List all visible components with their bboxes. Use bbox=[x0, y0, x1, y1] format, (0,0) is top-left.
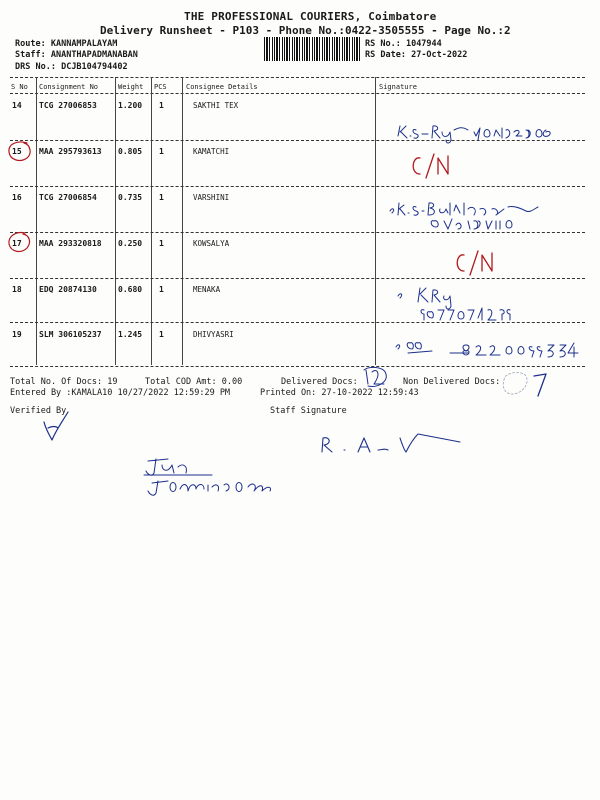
col-header-sno: S No bbox=[11, 83, 28, 91]
row-consignee: KOWSALYA bbox=[193, 239, 230, 248]
row-sno: 17 bbox=[12, 239, 22, 248]
verified-by-label: Verified By bbox=[10, 406, 67, 416]
row-pcs: 1 bbox=[159, 239, 164, 248]
row-sno: 15 bbox=[12, 147, 22, 156]
route-label: Route: bbox=[15, 39, 46, 49]
row-weight: 1.200 bbox=[118, 101, 143, 110]
row-consignee: VARSHINI bbox=[193, 193, 230, 202]
row-pcs: 1 bbox=[159, 330, 164, 339]
row-pcs: 1 bbox=[159, 101, 164, 110]
row-pcs: 1 bbox=[159, 147, 164, 156]
row-weight: 1.245 bbox=[118, 330, 143, 339]
cn-mark-row-17 bbox=[452, 249, 502, 279]
non-delivered-docs-label: Non Delivered Docs: bbox=[403, 377, 501, 387]
staff-value: ANANTHAPADMANABAN bbox=[50, 50, 138, 60]
rs-no-value: 1047944 bbox=[405, 39, 442, 49]
signature-row-19 bbox=[392, 335, 582, 361]
row-consignment: EDQ 20874130 bbox=[39, 285, 97, 294]
rs-no-row bbox=[365, 39, 442, 49]
col-header-consignment: Consignment No bbox=[39, 83, 99, 91]
runsheet-title: Delivery Runsheet - P103 - Phone No.:0422-3505555 - Page No.:2 bbox=[100, 24, 511, 37]
rs-no-label: RS No.: bbox=[365, 39, 401, 49]
drs-value: DCJB104794402 bbox=[61, 62, 128, 72]
handwritten-name-signature bbox=[140, 455, 290, 500]
row-consignment: MAA 293320818 bbox=[39, 239, 102, 248]
signature-row-18 bbox=[394, 284, 539, 322]
row-consignee: KAMATCHI bbox=[193, 147, 230, 156]
row-consignee: MENAKA bbox=[193, 285, 221, 294]
col-header-pcs: PCS bbox=[154, 83, 167, 91]
staff-signature-label: Staff Signature bbox=[270, 406, 347, 416]
row-consignee: SAKTHI TEX bbox=[193, 101, 239, 110]
drs-label: DRS No.: bbox=[15, 62, 56, 72]
row-sno: 14 bbox=[12, 101, 22, 110]
company-title: THE PROFESSIONAL COURIERS, Coimbatore bbox=[184, 10, 437, 23]
row-consignment: SLM 306105237 bbox=[39, 330, 102, 339]
col-header-weight: Weight bbox=[118, 83, 144, 91]
row-weight: 0.250 bbox=[118, 239, 143, 248]
total-cod: Total COD Amt: 0.00 bbox=[145, 377, 243, 387]
entered-by: Entered By :KAMALA10 10/27/2022 12:59:29 PM bbox=[10, 388, 231, 398]
non-delivered-count-mark bbox=[500, 368, 560, 400]
route-value: KANNAMPALAYAM bbox=[50, 39, 118, 49]
barcode-image bbox=[264, 37, 360, 61]
row-consignment: MAA 295793613 bbox=[39, 147, 102, 156]
signature-row-14 bbox=[396, 122, 566, 146]
row-pcs: 1 bbox=[159, 285, 164, 294]
verified-by-signature bbox=[38, 408, 78, 444]
row-rule bbox=[10, 186, 585, 187]
signature-row-16 bbox=[388, 199, 548, 233]
delivered-count-mark bbox=[360, 364, 390, 388]
row-consignment: TCG 27006854 bbox=[39, 193, 97, 202]
col-header-signature: Signature bbox=[379, 83, 417, 91]
row-consignee: DHIVYASRI bbox=[193, 330, 234, 339]
row-weight: 0.680 bbox=[118, 285, 143, 294]
rs-date-value: 27-Oct-2022 bbox=[411, 50, 468, 60]
total-docs: Total No. Of Docs: 19 bbox=[10, 377, 118, 387]
rs-date-label: RS Date: bbox=[365, 50, 406, 60]
staff-signature bbox=[318, 430, 468, 460]
staff-row bbox=[15, 50, 138, 60]
delivered-docs-label: Delivered Docs: bbox=[281, 377, 358, 387]
row-sno: 16 bbox=[12, 193, 22, 202]
cn-mark-row-15 bbox=[408, 152, 458, 182]
drs-row bbox=[15, 62, 128, 72]
row-weight: 0.805 bbox=[118, 147, 143, 156]
row-weight: 0.735 bbox=[118, 193, 143, 202]
route-row bbox=[15, 39, 117, 49]
col-header-consignee: Consignee Details bbox=[186, 83, 258, 91]
staff-label: Staff: bbox=[15, 50, 46, 60]
row-rule bbox=[10, 322, 585, 323]
printed-on: Printed On: 27-10-2022 12:59:43 bbox=[260, 388, 419, 398]
red-circle-row-17 bbox=[5, 230, 35, 256]
table-header-rule bbox=[10, 93, 585, 94]
red-circle-row-15 bbox=[5, 139, 35, 165]
row-consignment: TCG 27006853 bbox=[39, 101, 97, 110]
row-sno: 19 bbox=[12, 330, 22, 339]
rs-date-row bbox=[365, 50, 467, 60]
row-pcs: 1 bbox=[159, 193, 164, 202]
table-top-rule bbox=[10, 77, 585, 78]
table-bottom-rule bbox=[10, 366, 585, 367]
row-sno: 18 bbox=[12, 285, 22, 294]
